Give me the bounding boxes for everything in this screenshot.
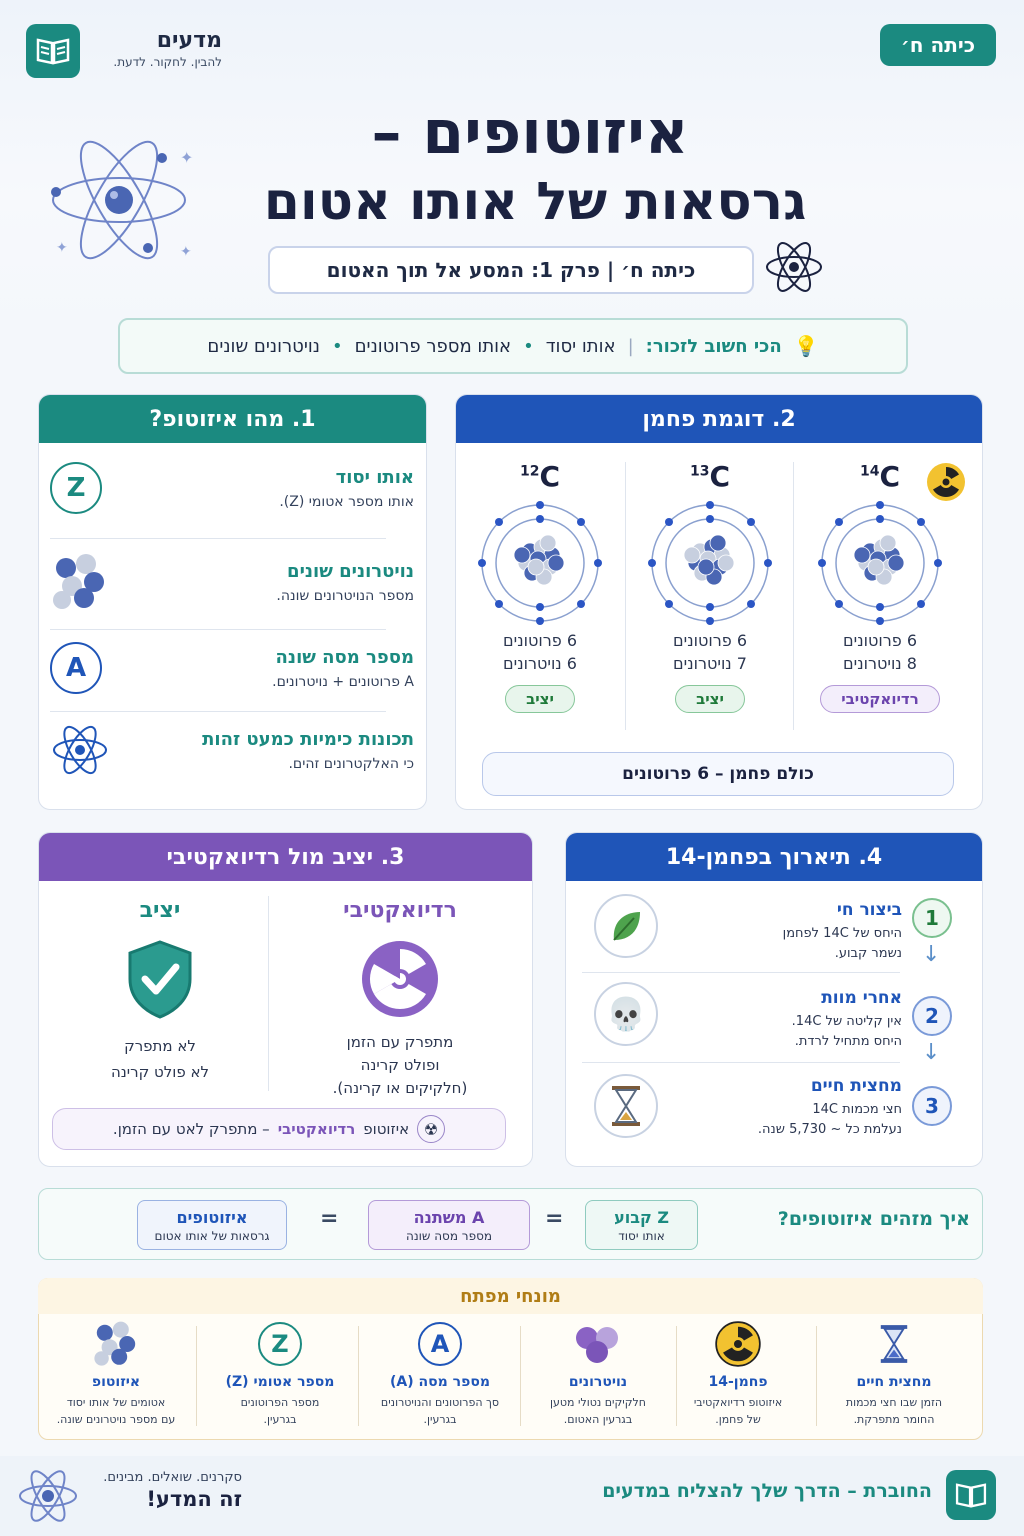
- carbon-summary: [482, 752, 954, 796]
- divider: [582, 972, 900, 973]
- key-terms-title: מונחי מפתח: [38, 1278, 983, 1314]
- key-term: [518, 1320, 678, 1428]
- atom-model-icon: [648, 501, 772, 625]
- atom-icon: [16, 1464, 80, 1532]
- term-desc: [200, 1394, 360, 1428]
- proton-count: 6 פרוטונים: [503, 631, 577, 650]
- shield-check-icon: [125, 939, 195, 1023]
- box-bottom: מספר מסה שונה: [405, 1228, 493, 1243]
- fact-heading: תכונות כימיות כמעט זהות: [202, 728, 414, 750]
- page-title-line1: איזוטופים –: [371, 98, 689, 168]
- stability-tag: יציב: [675, 685, 745, 713]
- dating-step: [660, 1076, 902, 1140]
- remember-separator: |: [627, 335, 634, 357]
- stable-line: לא פולט קרינה: [110, 1063, 210, 1081]
- term-divider: [196, 1326, 197, 1426]
- atom-icon: [764, 236, 824, 302]
- isotope-fact-row: [50, 642, 414, 694]
- chapter-subtitle: [268, 246, 754, 294]
- fact-text: [120, 467, 414, 510]
- column-divider: [793, 462, 794, 730]
- step-desc: היחס של 14C לפחמן: [782, 926, 902, 941]
- term-desc-line: חלקיקים נטולי מטען: [550, 1396, 646, 1409]
- a-variable-box: [368, 1200, 530, 1250]
- carbon-summary-text: כולם פחמן – 6 פרוטונים: [622, 764, 814, 784]
- footer-motto-big: זה המדע!: [146, 1487, 242, 1511]
- stability-tag: יציב: [505, 685, 575, 713]
- fact-text: [120, 647, 414, 690]
- step-desc: נעלמת כל ~ 5,730 שנה.: [757, 1122, 902, 1137]
- z-symbol-icon: Z: [200, 1320, 360, 1368]
- section-title: 2. דוגמת פחמן: [456, 395, 982, 443]
- divider: [582, 1062, 900, 1063]
- box-top: Z קבוע: [614, 1207, 669, 1227]
- z-symbol-icon: Z: [50, 462, 102, 514]
- stable-label: יציב: [139, 898, 181, 923]
- fact-heading: נויטרונים שונים: [287, 560, 414, 582]
- radioactive-line: מתפרק עם הזמן: [346, 1033, 454, 1051]
- chapter-subtitle-text: כיתה ח׳ | פרק 1: המסע אל תוך האטום: [326, 258, 696, 282]
- lightbulb-icon: 💡: [793, 334, 819, 358]
- term-divider: [358, 1326, 359, 1426]
- term-desc-line: בגרעין האטום.: [563, 1413, 633, 1426]
- step-heading: אחרי מוות: [821, 988, 902, 1008]
- dating-step: [680, 988, 902, 1052]
- brand: [92, 28, 222, 69]
- step-desc: היחס מתחיל לרדת.: [794, 1034, 902, 1049]
- fact-desc: אותו מספר אטומי (Z).: [279, 493, 414, 510]
- term-desc-line: מספר הפרוטונים: [240, 1396, 320, 1409]
- step-heading: ביצור חי: [836, 900, 902, 920]
- stable-line: לא מתפרק: [124, 1037, 196, 1055]
- term-desc: [36, 1394, 196, 1428]
- fact-text: [128, 561, 414, 604]
- neutron-count: 8 נויטרונים: [843, 654, 917, 673]
- fact-heading: אותו יסוד: [335, 466, 414, 488]
- brand-tagline: להבין. לחקור. לדעת.: [113, 55, 222, 69]
- term-desc-line: הזמן שבו חצי מכמות: [845, 1396, 943, 1409]
- brand-name: מדעים: [156, 28, 222, 53]
- book-logo-icon: [26, 24, 80, 78]
- bullet: •: [523, 335, 534, 357]
- divider: [50, 629, 386, 630]
- bullet: •: [331, 335, 343, 357]
- isotope-symbol: [460, 460, 620, 493]
- atom-icon: [50, 720, 110, 780]
- step-heading: מחצית חיים: [810, 1076, 902, 1096]
- divider: [50, 711, 386, 712]
- term-desc-line: בגרעין.: [423, 1413, 457, 1426]
- fact-desc: מספר הנויטרונים שונה.: [276, 587, 414, 604]
- identify-question: איך מזהים איזוטופים?: [777, 1208, 970, 1230]
- neutron-count: 6 נויטרונים: [503, 654, 577, 673]
- a-symbol-icon: A: [50, 642, 102, 694]
- term-title: מספר אטומי (Z): [225, 1374, 335, 1390]
- hourglass-icon: [814, 1320, 974, 1368]
- note-suffix: – מתפרק לאט עם הזמן.: [112, 1120, 270, 1138]
- footer-motto: [82, 1470, 242, 1511]
- sparkle-icon: ✦: [180, 244, 192, 260]
- key-term: [36, 1320, 196, 1428]
- stable-column: [60, 898, 260, 1085]
- term-title: פחמן-14: [708, 1374, 768, 1390]
- step-desc: נשמר קבוע.: [834, 946, 902, 961]
- column-divider: [625, 462, 626, 730]
- key-term: [360, 1320, 520, 1428]
- term-desc: [518, 1394, 678, 1428]
- step-number: 3: [912, 1086, 952, 1126]
- z-constant-box: [585, 1200, 698, 1250]
- term-divider: [816, 1326, 817, 1426]
- key-term: [814, 1320, 974, 1428]
- isotope-fact-row: [50, 720, 414, 780]
- dating-step: [680, 900, 902, 964]
- term-title: מספר מסה (A): [390, 1374, 490, 1390]
- radioactive-icon: [658, 1320, 818, 1368]
- book-logo-icon: [946, 1470, 996, 1520]
- fact-text: [128, 729, 414, 772]
- mass-number: 14: [859, 463, 880, 480]
- isotope-fact-row: [50, 552, 414, 612]
- sparkle-icon: ✦: [56, 240, 68, 256]
- isotope-cluster-icon: [36, 1320, 196, 1368]
- remember-label: הכי חשוב לזכור:: [645, 335, 782, 357]
- term-desc-line: בגרעין.: [263, 1413, 297, 1426]
- key-term: [658, 1320, 818, 1428]
- term-desc: [658, 1394, 818, 1428]
- term-desc-line: אטומים של אותו יסוד: [66, 1396, 166, 1409]
- fact-heading: מספר מסה שונה: [275, 646, 414, 668]
- isotope-column: [460, 460, 620, 713]
- term-title: איזוטופ: [91, 1374, 141, 1390]
- proton-count: 6 פרוטונים: [673, 631, 747, 650]
- stability-tag: רדיואקטיבי: [820, 685, 940, 713]
- neutron-count: 7 נויטרונים: [673, 654, 747, 673]
- hourglass-icon: [594, 1074, 658, 1138]
- a-symbol-icon: A: [360, 1320, 520, 1368]
- sparkle-icon: ✦: [180, 148, 194, 167]
- remember-item: אותו מספר פרוטונים: [354, 335, 512, 357]
- step-number: 1: [912, 898, 952, 938]
- box-bottom: גרסאות של אותו אטום: [154, 1228, 270, 1243]
- box-top: A משתנה: [413, 1207, 485, 1227]
- radiation-symbol-icon: [360, 939, 440, 1023]
- isotope-fact-row: [50, 462, 414, 514]
- skull-icon: 💀: [594, 982, 658, 1046]
- note-prefix: איזוטופ: [363, 1120, 410, 1138]
- divider: [50, 538, 386, 539]
- column-divider: [268, 896, 269, 1091]
- radioactive-line: ופולט קרינה: [360, 1056, 440, 1074]
- remember-item: נויטרונים שונים: [207, 335, 320, 357]
- arrow-down-icon: ↓: [922, 942, 941, 967]
- step-desc: אין קליטה של 14C.: [791, 1014, 902, 1029]
- footer-motto-small: סקרנים. שואלים. מבינים.: [103, 1470, 242, 1485]
- term-title: נויטרונים: [568, 1374, 628, 1390]
- proton-count: 6 פרוטונים: [843, 631, 917, 650]
- note-word: רדיואקטיבי: [277, 1120, 356, 1138]
- remember-bar: [118, 318, 908, 374]
- section-title: 4. תיארוך בפחמן-14: [566, 833, 982, 881]
- radioactive-note: [52, 1108, 506, 1150]
- fact-desc: כי האלקטרונים זהים.: [288, 755, 414, 772]
- element-symbol: C: [709, 460, 731, 493]
- term-title: מחצית חיים: [856, 1374, 932, 1390]
- fact-desc: A פרוטונים + נויטרונים.: [272, 673, 414, 690]
- section-title: 1. מהו איזוטופ?: [39, 395, 426, 443]
- atom-model-icon: [478, 501, 602, 625]
- radioactive-column: [290, 898, 510, 1100]
- section-title: 3. יציב מול רדיואקטיבי: [39, 833, 532, 881]
- radioactive-small-icon: ☢: [417, 1115, 445, 1143]
- mass-number: 13: [689, 463, 710, 480]
- key-term: [200, 1320, 360, 1428]
- atom-model-icon: [818, 501, 942, 625]
- step-desc: חצי מכמות 14C: [812, 1102, 902, 1117]
- isotope-symbol: [630, 460, 790, 493]
- radioactive-label: רדיואקטיבי: [343, 898, 457, 923]
- footer-slogan: החוברת – הדרך שלך להצליח במדעים: [602, 1480, 932, 1502]
- term-desc-line: עם מספר נויטרונים שונה.: [56, 1413, 176, 1426]
- step-number: 2: [912, 996, 952, 1036]
- isotopes-box: [137, 1200, 287, 1250]
- element-symbol: C: [539, 460, 561, 493]
- leaf-icon: [594, 894, 658, 958]
- mass-number: 12: [519, 463, 540, 480]
- neutrons-icon: [518, 1320, 678, 1368]
- isotope-column: [630, 460, 790, 713]
- remember-item: אותו יסוד: [545, 335, 616, 357]
- equals-sign: =: [320, 1206, 339, 1231]
- equals-sign: =: [545, 1206, 564, 1231]
- page-title-line2: גרסאות של אותו אטום: [263, 172, 807, 232]
- element-symbol: C: [879, 460, 901, 493]
- arrow-down-icon: ↓: [922, 1040, 941, 1065]
- term-divider: [676, 1326, 677, 1426]
- neutron-cluster-icon: [50, 552, 110, 612]
- term-divider: [520, 1326, 521, 1426]
- term-desc-line: של פחמן.: [715, 1413, 761, 1426]
- box-top: איזוטופים: [176, 1207, 248, 1227]
- grade-badge: כיתה ח׳: [880, 24, 996, 66]
- term-desc: [814, 1394, 974, 1428]
- term-desc-line: איזוטופ רדיואקטיבי: [693, 1396, 783, 1409]
- radioactive-icon: [926, 462, 966, 506]
- term-desc-line: סך הפרוטונים והנויטרונים: [380, 1396, 500, 1409]
- term-desc-line: החומר מתפרקת.: [853, 1413, 935, 1426]
- box-bottom: אותו יסוד: [618, 1228, 665, 1243]
- radioactive-line: (חלקיקים או קרינה).: [332, 1079, 468, 1097]
- term-desc: [360, 1394, 520, 1428]
